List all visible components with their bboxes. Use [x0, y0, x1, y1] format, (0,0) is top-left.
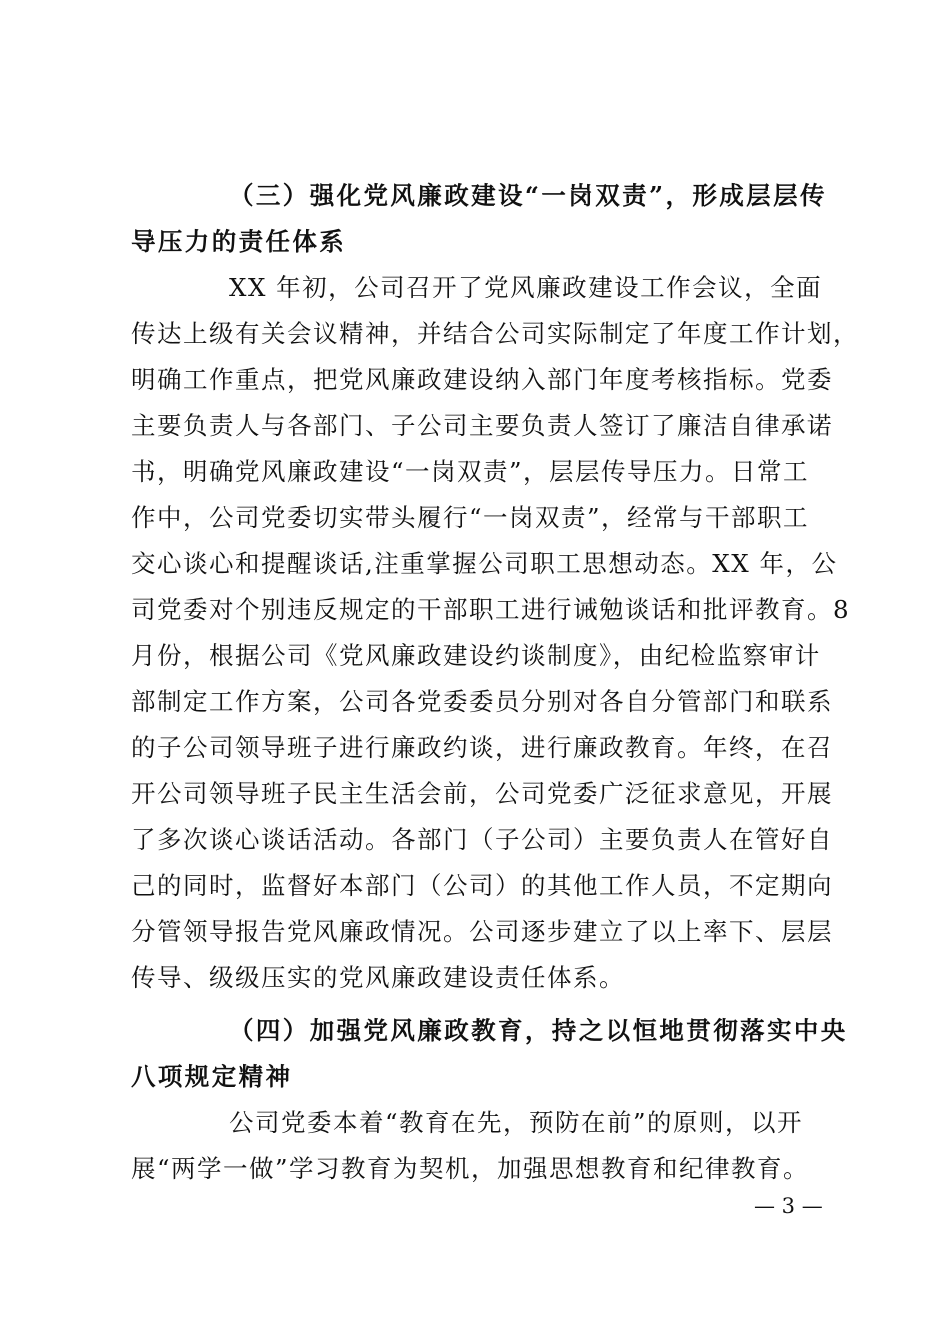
paragraph-1-line-4: 主要负责人与各部门、子公司主要负责人签订了廉洁自律承诺	[131, 411, 833, 440]
section-heading-3-line-1: （三）强化党风廉政建设“一岗双责”，形成层层传	[229, 181, 827, 210]
paragraph-1-line-7: 交心谈心和提醒谈话,注重掌握公司职工思想动态。XX 年，公	[131, 549, 838, 578]
paragraph-1-line-5: 书，明确党风廉政建设“一岗双责”，层层传导压力。日常工	[131, 457, 810, 486]
paragraph-1-line-11: 的子公司领导班子进行廉政约谈，进行廉政教育。年终，在召	[131, 733, 833, 762]
paragraph-1-line-10: 部制定工作方案，公司各党委委员分别对各自分管部门和联系	[131, 687, 833, 716]
section-heading-4-line-2: 八项规定精神	[131, 1062, 293, 1091]
paragraph-1-line-13: 了多次谈心谈话活动。各部门（子公司）主要负责人在管好自	[131, 825, 833, 854]
paragraph-2-line-1: 公司党委本着“教育在先，预防在前”的原则，以开	[229, 1108, 804, 1137]
section-heading-4-line-1: （四）加强党风廉政教育，持之以恒地贯彻落实中央	[229, 1016, 848, 1045]
paragraph-1-line-1: XX 年初，公司召开了党风廉政建设工作会议，全面	[229, 273, 823, 302]
paragraph-1-line-16: 传导、级级压实的党风廉政建设责任体系。	[131, 963, 625, 992]
paragraph-1-line-12: 开公司领导班子民主生活会前，公司党委广泛征求意见，开展	[131, 779, 833, 808]
page-number: — 3 —	[754, 1194, 823, 1218]
paragraph-1-line-6: 作中，公司党委切实带头履行“一岗双责”，经常与干部职工	[131, 503, 810, 532]
paragraph-1-line-15: 分管领导报告党风廉政情况。公司逐步建立了以上率下、层层	[131, 917, 833, 946]
paragraph-1-line-3: 明确工作重点，把党风廉政建设纳入部门年度考核指标。党委	[131, 365, 833, 394]
paragraph-1-line-14: 己的同时，监督好本部门（公司）的其他工作人员，不定期向	[131, 871, 833, 900]
section-heading-3-line-2: 导压力的责任体系	[131, 227, 347, 256]
paragraph-1-line-2: 传达上级有关会议精神，并结合公司实际制定了年度工作计划，	[131, 319, 859, 348]
paragraph-1-line-8: 司党委对个别违反规定的干部职工进行诫勉谈话和批评教育。8	[131, 595, 851, 624]
paragraph-2-line-2: 展“两学一做”学习教育为契机，加强思想教育和纪律教育。	[131, 1154, 810, 1183]
paragraph-1-line-9: 月份，根据公司《党风廉政建设约谈制度》，由纪检监察审计	[131, 641, 821, 670]
